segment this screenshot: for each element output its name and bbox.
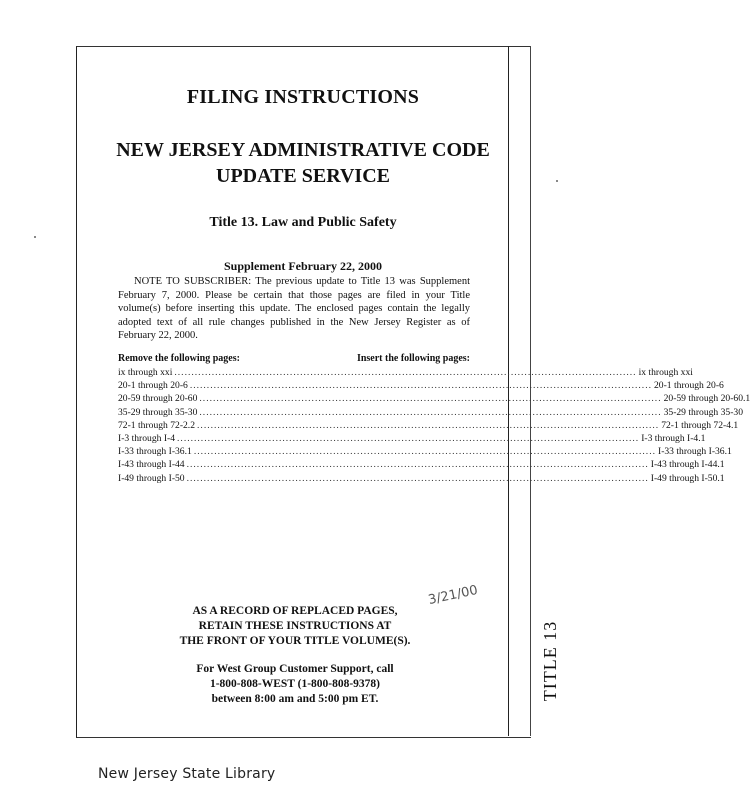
record-notice-line2: RETAIN THESE INSTRUCTIONS AT xyxy=(198,620,392,632)
title-heading: Title 13. Law and Public Safety xyxy=(209,215,397,230)
supplement-date: Supplement February 22, 2000 xyxy=(223,259,382,273)
leader-dots: ........................................................................................................................................ xyxy=(189,380,652,392)
insert-pages: I-43 through I-44.1 xyxy=(650,459,725,471)
insert-pages: ix through xxi xyxy=(638,367,693,378)
insert-pages: 72-1 through 72-4.1 xyxy=(661,419,739,431)
insert-pages-header: Insert the following pages: xyxy=(356,353,470,364)
remove-pages: ix through xxi xyxy=(118,367,173,378)
insert-pages: 20-59 through 20-60.1 xyxy=(663,393,750,405)
subscriber-note: NOTE TO SUBSCRIBER: The previous update to Title 13 was Supplement February 7, 2000. Please be certain that those pages are filed in your Title volume(s) before inserting this update. The enclosed pages contain the legally adopted text of all rule changes published in the New Jersey Register as of February 22, 2000. xyxy=(118,276,470,341)
record-notice-line3: THE FRONT OF YOUR TITLE VOLUME(S). xyxy=(179,635,411,647)
remove-pages: I-3 through I-4 xyxy=(118,432,176,444)
remove-pages: 20-59 through 20-60 xyxy=(118,393,198,405)
support-line1: For West Group Customer Support, call xyxy=(196,663,394,675)
title-tab-label: TITLE 13 xyxy=(540,620,560,702)
insert-pages: I-3 through I-4.1 xyxy=(641,432,706,444)
pages-table-header xyxy=(118,353,470,364)
library-stamp: New Jersey State Library xyxy=(98,766,276,782)
table-row xyxy=(118,379,724,392)
leader-dots: ........................................................................................................................................ xyxy=(197,419,660,431)
table-row xyxy=(118,419,739,432)
leader-dots: ........................................................................................................................................ xyxy=(186,459,649,471)
remove-pages: I-43 through I-44 xyxy=(118,459,185,471)
support-hours: between 8:00 am and 5:00 pm ET. xyxy=(211,693,379,705)
code-heading xyxy=(76,137,530,189)
record-notice xyxy=(150,604,440,649)
table-row xyxy=(118,445,732,458)
code-heading-line1: NEW JERSEY ADMINISTRATIVE CODE xyxy=(116,139,490,161)
table-row xyxy=(118,406,743,419)
insert-pages: 20-1 through 20-6 xyxy=(654,380,724,392)
pages-table xyxy=(118,366,750,485)
scan-speck xyxy=(556,180,558,182)
table-row xyxy=(118,458,725,471)
remove-pages-header: Remove the following pages: xyxy=(118,353,240,364)
remove-pages: 35-29 through 35-30 xyxy=(118,406,198,418)
leader-dots: ........................................................................................................................................ xyxy=(174,367,637,378)
support-phone: 1-800-808-WEST (1-800-808-9378) xyxy=(209,678,381,690)
remove-pages: I-49 through I-50 xyxy=(118,472,185,484)
record-notice-line1: AS A RECORD OF REPLACED PAGES, xyxy=(192,605,398,617)
leader-dots: ........................................................................................................................................ xyxy=(193,446,656,458)
table-row xyxy=(118,472,725,485)
customer-support-notice xyxy=(150,662,440,707)
table-row xyxy=(118,432,706,445)
table-row xyxy=(118,366,693,379)
remove-pages: 72-1 through 72-2.2 xyxy=(118,419,196,431)
leader-dots: ........................................................................................................................................ xyxy=(199,406,662,418)
remove-pages: I-33 through I-36.1 xyxy=(118,446,192,458)
leader-dots: ........................................................................................................................................ xyxy=(199,393,662,405)
leader-dots: ........................................................................................................................................ xyxy=(186,472,649,484)
insert-pages: 35-29 through 35-30 xyxy=(663,406,743,418)
filing-instructions-heading: FILING INSTRUCTIONS xyxy=(186,86,420,108)
insert-pages: I-33 through I-36.1 xyxy=(658,446,732,458)
scan-speck xyxy=(34,236,36,238)
leader-dots: ........................................................................................................................................ xyxy=(177,432,640,444)
remove-pages: 20-1 through 20-6 xyxy=(118,380,188,392)
insert-pages: I-49 through I-50.1 xyxy=(650,472,725,484)
table-row xyxy=(118,392,750,405)
code-heading-line2: UPDATE SERVICE xyxy=(216,165,390,187)
handwritten-date: 3/21/00 xyxy=(426,582,480,609)
